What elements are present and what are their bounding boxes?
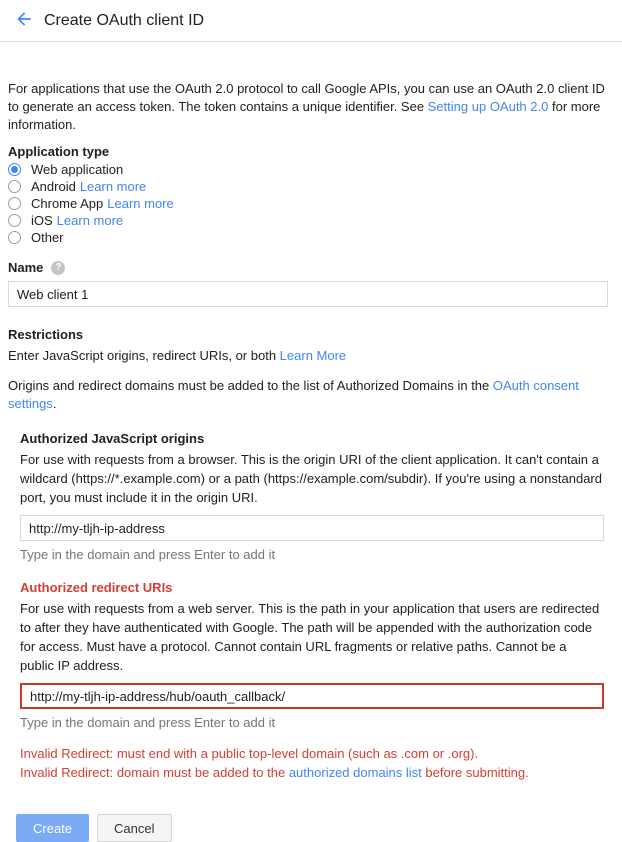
restrictions-line2-period: .	[52, 396, 57, 411]
radio-label: iOS	[31, 212, 53, 228]
redirect-uris-section	[20, 580, 614, 730]
help-question-icon[interactable]: ?	[51, 261, 65, 275]
application-type-label: Application type	[8, 144, 110, 159]
application-type-section	[8, 144, 614, 244]
error-line-1: Invalid Redirect: must end with a public top-level domain (such as .com or .org).	[20, 746, 479, 761]
android-learn-more-link[interactable]: Learn more	[79, 178, 147, 194]
radio-unselected-icon[interactable]	[8, 180, 21, 193]
js-origins-hint: Type in the domain and press Enter to add it	[20, 547, 276, 562]
setting-up-oauth-link[interactable]: Setting up OAuth 2.0	[427, 99, 549, 114]
intro-paragraph	[8, 80, 610, 134]
radio-label: Android	[31, 178, 76, 194]
radio-android[interactable]	[8, 179, 614, 193]
radio-web-application[interactable]	[8, 162, 614, 176]
validation-errors	[20, 744, 614, 782]
intro-text: For applications that use the OAuth 2.0 protocol to call Google APIs, you can use an OAuth 2.0 client ID to generate an access token. The token contains a unique identifier. See	[8, 81, 605, 114]
restrictions-line1-text: Enter JavaScript origins, redirect URIs, or both	[8, 348, 280, 363]
page-title: Create OAuth client ID	[44, 11, 205, 29]
redirect-uris-hint: Type in the domain and press Enter to add it	[20, 715, 276, 730]
radio-ios[interactable]	[8, 213, 614, 227]
restrictions-line1	[8, 347, 614, 365]
restrictions-line2-text: Origins and redirect domains must be added to the list of Authorized Domains in the	[8, 378, 493, 393]
radio-other[interactable]	[8, 230, 614, 244]
js-origins-section	[20, 431, 614, 562]
radio-chrome-app[interactable]	[8, 196, 614, 210]
restrictions-line2	[8, 377, 614, 413]
js-origins-input[interactable]	[20, 515, 604, 541]
oauth-consent-settings-link[interactable]: OAuth consent settings	[8, 378, 579, 411]
radio-selected-icon[interactable]	[8, 163, 21, 176]
radio-unselected-icon[interactable]	[8, 231, 21, 244]
chrome-app-learn-more-link[interactable]: Learn more	[107, 195, 174, 211]
intro-text-after: for more information.	[8, 99, 601, 132]
radio-unselected-icon[interactable]	[8, 214, 21, 227]
authorized-domains-list-link[interactable]: authorized domains list	[288, 765, 422, 780]
redirect-uris-description: For use with requests from a web server. This is the path in your application that users are redirected to after they have authenticated with Google. The path will be appended with the authorization code for access. Must have a protocol. Cannot contain URL fragments or relative paths. Cannot be a public IP address.	[20, 601, 600, 673]
radio-label: Other	[31, 229, 64, 245]
name-label: Name	[8, 260, 44, 275]
back-button[interactable]	[14, 9, 34, 32]
page-header	[0, 0, 622, 42]
create-button[interactable]: Create	[16, 814, 89, 842]
error-line-2-after: before submitting.	[421, 765, 529, 780]
restrictions-section	[8, 327, 614, 413]
name-label-row	[8, 260, 614, 275]
js-origins-description: For use with requests from a browser. This is the origin URI of the client application. It can't contain a wildcard (https://*.example.com) or a path (https://example.com/subdir). If you're using a nonstandard port, you must include it in the origin URI.	[20, 452, 602, 505]
cancel-button[interactable]: Cancel	[97, 814, 171, 842]
action-buttons	[16, 814, 614, 842]
radio-unselected-icon[interactable]	[8, 197, 21, 210]
radio-label: Chrome App	[31, 195, 104, 211]
redirect-uris-heading: Authorized redirect URIs	[20, 580, 173, 595]
restrictions-heading: Restrictions	[8, 327, 84, 342]
error-line-2	[20, 763, 614, 782]
name-input[interactable]	[8, 281, 608, 307]
arrow-left-icon	[14, 9, 34, 32]
js-origins-heading: Authorized JavaScript origins	[20, 431, 205, 446]
redirect-uris-input[interactable]	[20, 683, 604, 709]
ios-learn-more-link[interactable]: Learn more	[56, 212, 124, 228]
restrictions-learn-more-link[interactable]: Learn More	[279, 348, 347, 363]
error-line-2-text: Invalid Redirect: domain must be added to the	[20, 765, 289, 780]
radio-label: Web application	[31, 161, 124, 177]
